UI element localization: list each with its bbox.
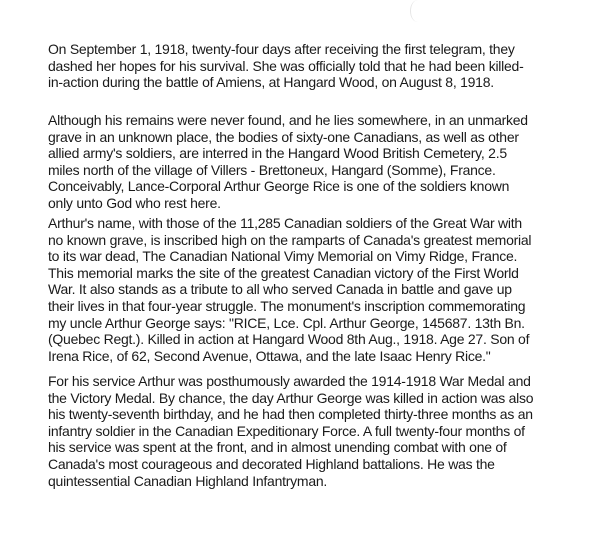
text-line: Although his remains were never found, and he lies somewhere, in an unmarked <box>48 112 528 128</box>
text-line: This memorial marks the site of the greatest Canadian victory of the First World <box>48 264 519 281</box>
text-line: their lives in that four-year struggle. The monument's inscription commemorating <box>48 297 526 314</box>
text-line: Arthur's name, with those of the 11,285 Canadian soldiers of the Great War with <box>48 215 522 231</box>
text-line: Canada's most courageous and decorated Highland battalions. He was the <box>48 455 495 472</box>
text-line: his twenty-seventh birthday, and he had then completed thirty-three months as an <box>48 406 533 423</box>
text-line: allied army's soldiers, are interred in the Hangard Wood British Cemetery, 2.5 <box>48 145 507 162</box>
paragraph-vimy-memorial <box>48 215 588 364</box>
text-line: only unto God who rest here. <box>48 194 221 211</box>
text-line: no known grave, is inscribed high on the ramparts of Canada's greatest memorial <box>48 231 532 248</box>
text-line: Conceivably, Lance-Corporal Arthur George Rice is one of the soldiers known <box>48 178 510 195</box>
text-line: his service was spent at the front, and in almost unending combat with one of <box>48 439 507 456</box>
text-line: quintessential Canadian Highland Infantryman. <box>48 472 328 489</box>
text-line: On September 1, 1918, twenty-four days after receiving the first telegram, they <box>48 41 515 57</box>
text-line: the Victory Medal. By chance, the day Arthur George was killed in action was also <box>48 389 534 406</box>
text-line: War. It also stands as a tribute to all who served Canada in battle and gave up <box>48 281 512 298</box>
paragraph-telegram <box>48 41 588 91</box>
paragraph-medals <box>48 373 588 489</box>
text-line: grave in an unknown place, the bodies of sixty-one Canadians, as well as other <box>48 128 519 145</box>
text-line: For his service Arthur was posthumously awarded the 1914-1918 War Medal and <box>48 373 531 389</box>
text-line: infantry soldier in the Canadian Expeditionary Force. A full twenty-four months of <box>48 422 525 439</box>
text-line: in-action during the battle of Amiens, at Hangard Wood, on August 8, 1918. <box>48 74 494 91</box>
text-line: to its war dead, The Canadian National Vimy Memorial on Vimy Ridge, France. <box>48 248 518 265</box>
scan-artifact <box>410 0 425 22</box>
text-line: dashed her hopes for his survival. She was officially told that he had been killed- <box>48 57 524 74</box>
text-line: my uncle Arthur George says: "RICE, Lce. Cpl. Arthur George, 145687. 13th Bn. <box>48 314 525 331</box>
text-line: miles north of the village of Villers - Brettoneux, Hangard (Somme), France. <box>48 161 496 178</box>
text-line: Irena Rice, of 62, Second Avenue, Ottawa, and the late Isaac Henry Rice." <box>48 347 491 364</box>
text-line: (Quebec Regt.). Killed in action at Hangard Wood 8th Aug., 1918. Age 27. Son of <box>48 331 530 348</box>
paragraph-cemetery <box>48 112 588 212</box>
